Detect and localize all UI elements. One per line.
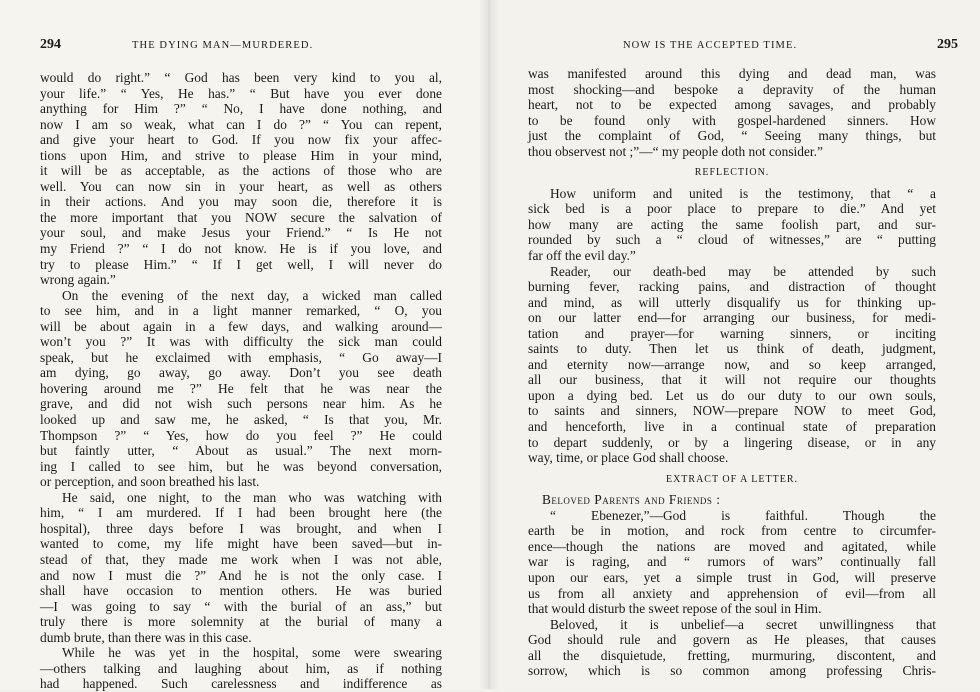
text-line: ence—though the nations are moved and agitated, while [528, 538, 936, 554]
text-line: your soul, and make Jesus your Friend.” “ Is He not [40, 225, 442, 241]
text-line: —others talking and laughing about him, as if nothing [40, 660, 442, 676]
text-line: will be about again in a few days, and walking around— [40, 318, 442, 334]
text-line: thou observest not ;”—“ my people doth not consider.” [528, 143, 823, 159]
text-line: now I am so weak, what can I do ?” “ You can repent, [40, 116, 442, 132]
text-line: earth be in motion, and rock from centre to circumfer- [528, 523, 936, 539]
text-line: stead of that, they made me work when I was not able, [40, 551, 442, 567]
text-line: anything for Him ?” “ No, I have done nothing, and [40, 101, 442, 117]
text-line: Beloved Parents and Friends : [542, 492, 721, 508]
text-line: saints to duty. Then let us think of death, judgment, [528, 341, 936, 357]
text-line: all the disquietude, fretting, murmuring, discontent, and [528, 647, 936, 663]
book-gutter [478, 0, 500, 689]
text-line: most shocking—and bespoke a depravity of the human [528, 81, 936, 97]
text-line: the more important that you NOW secure the salvation of [40, 209, 442, 225]
text-line: and eternity now—arrange now, and so keep arranged, [528, 356, 936, 372]
text-line: sick bed is a poor place to prepare to die.” And yet [528, 201, 936, 217]
text-line: heart, not to be expected among savages, and probably [528, 97, 936, 113]
text-line: and now I must die ?” And he is not the only case. I [40, 567, 442, 583]
text-line: God should rule and govern as He pleases, that causes [528, 632, 936, 648]
text-line: On the evening of the next day, a wicked man called [62, 287, 442, 303]
text-line: speak, but he exclaimed with emphasis, “ Go away—I [40, 349, 442, 365]
text-line: us from all anxiety and apprehension of evil—from all [528, 585, 936, 601]
text-line: it will be as acceptable, as the actions of those who are [40, 163, 442, 179]
text-line: him, “ I am murdered. If I had been brought here (the [40, 505, 442, 521]
text-line: well. You can now sin in your heart, as well as others [40, 178, 442, 194]
text-line: am dying, go away, go away. Don’t you see death [40, 365, 442, 381]
text-line: EXTRACT OF A LETTER. [665, 473, 799, 485]
text-line: in their actions. And you may soon die, therefore it is [40, 194, 442, 210]
text-line: —I was going to say “ with the burial of an ass,” but [40, 598, 442, 614]
text-line: REFLECTION. [694, 167, 770, 179]
text-line: or perception, and soon breathed his last. [40, 474, 260, 490]
text-line: Thompson ?” “ Yes, how do you feel ?” He could [40, 427, 442, 443]
text-line: burning fever, racking pains, and distraction of thought [528, 279, 936, 295]
text-line: tions upon Him, and strive to please Him in your mind, [40, 147, 442, 163]
text-line: and henceforth, live in a continual state of preparation [528, 419, 936, 435]
text-line: how many are acting the same foolish part, and sur- [528, 216, 936, 232]
right-page-body [528, 66, 936, 679]
text-line: but faintly utter, “ About as usual.” The next morn- [40, 443, 442, 459]
text-line: that would disturb the sweet repose of the soul in Him. [528, 601, 822, 617]
text-line: upon our ears, yet a simple trust in God, will preserve [528, 569, 936, 585]
text-line: won’t you ?” It was with difficulty the sick man could [40, 334, 442, 350]
text-line: was manifested around this dying and dead man, was [528, 66, 936, 81]
page-number: 295 [937, 37, 958, 52]
right-page [488, 0, 980, 689]
text-line: and give your heart to God. If you now fix your affec- [40, 132, 442, 148]
text-line: my Friend ?” “ I do not know. He is if you love, and [40, 241, 442, 257]
text-line: tation and prayer—for warning sinners, or inciting [528, 325, 936, 341]
text-line: dumb brute, than there was in this case. [40, 629, 252, 645]
text-line: hospital), three days before I was brought, and when I [40, 520, 442, 536]
text-line: to be found only with gospel-hardened sinners. How [528, 112, 936, 128]
text-line: looked up and saw me, he asked, “ Is that you, Mr. [40, 412, 442, 428]
text-line: just the complaint of God, “ Seeing many things, but [528, 128, 936, 144]
text-line: to saints and sinners, NOW—prepare NOW to meet God, [528, 403, 936, 419]
text-line: “ Ebenezer,”—God is faithful. Though the [550, 507, 936, 523]
text-line: your life.” “ Yes, He has.” “ But have you ever done [40, 85, 442, 101]
left-page [0, 0, 488, 692]
text-line: to see him, and in a light manner remarked, “ O, you [40, 303, 442, 319]
text-line: and mind, as will utterly disqualify us for thinking up- [528, 294, 936, 310]
text-line: upon a dying bed. Let us do our duty to our own souls, [528, 387, 936, 403]
text-line: try to please Him.” “ If I get well, I will never do [40, 256, 442, 272]
right-page-header [528, 37, 958, 60]
text-line: shall have occasion to mention others. He was buried [40, 583, 442, 599]
running-title: THE DYING MAN—MURDERED. [132, 40, 314, 51]
text-line: to depart suddenly, or by a lingering disease, or in any [528, 434, 936, 450]
page-number: 294 [40, 37, 61, 52]
text-line: Reader, our death-bed may be attended by such [550, 263, 936, 279]
text-line: hovering around me ?” He felt that he was near the [40, 380, 442, 396]
text-line: truly there is more solemnity at the burial of many a [40, 614, 442, 630]
text-line: way, time, or place God shall choose. [528, 450, 729, 466]
text-line: While he was yet in the hospital, some were swearing [62, 645, 442, 661]
left-page-body [40, 70, 442, 692]
text-line: How uniform and united is the testimony, that “ a [550, 185, 936, 201]
text-line: would do right.” “ God has been very kind to you al, [40, 70, 442, 85]
text-line: wanted to come, my life might have been saved—but in- [40, 536, 442, 552]
text-line: ing I called to see him, but he was beyond conversation, [40, 458, 442, 474]
text-line: far off the evil day.” [528, 248, 636, 264]
text-line: rounded by such a “ cloud of witnesses,” are “ putting [528, 232, 936, 248]
text-line: all our business, that it will not require our thoughts [528, 372, 936, 388]
text-line: on our latter end—for arranging our business, for medi- [528, 310, 936, 326]
text-line: wrong again.” [40, 272, 116, 288]
text-line: war is raging, and “ rumors of wars” continually fall [528, 554, 936, 570]
text-line: He said, one night, to the man who was watching with [62, 489, 442, 505]
text-line: grave, and did not wish such persons near him. As he [40, 396, 442, 412]
running-title: NOW IS THE ACCEPTED TIME. [623, 40, 798, 51]
text-line: Beloved, it is unbelief—a secret unwillingness that [550, 616, 936, 632]
text-line: had happened. Such carelessness and indifference as [40, 676, 442, 692]
left-page-header [40, 37, 450, 60]
text-line: sorrow, which is so common among professing Chris- [528, 663, 936, 679]
